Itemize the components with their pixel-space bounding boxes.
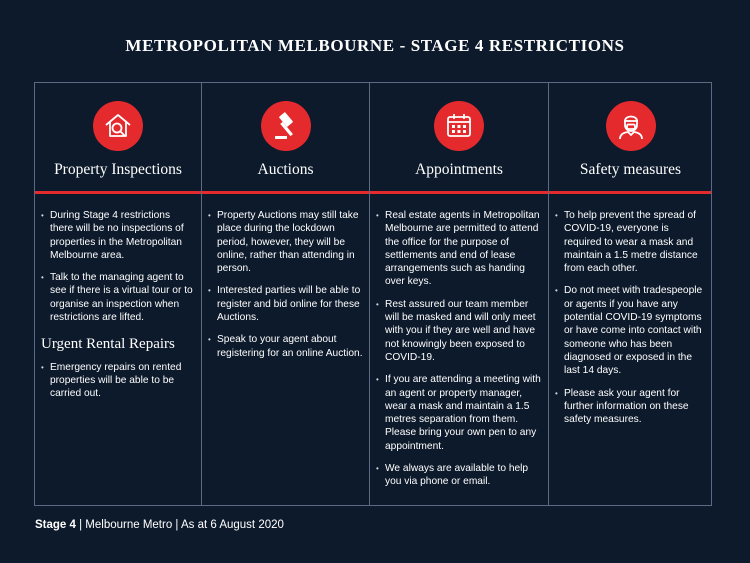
column-auctions [201, 83, 369, 505]
page-title: METROPOLITAN MELBOURNE - STAGE 4 RESTRICTIONS [125, 36, 625, 55]
bullets-auctions [202, 209, 369, 369]
list-item: • We always are available to help you via phone or email. [376, 462, 542, 489]
house-search-icon [93, 101, 143, 151]
heading-auctions: Auctions [257, 161, 314, 178]
bullets-appointments [370, 209, 548, 498]
footer [35, 519, 284, 531]
heading-appointments: Appointments [415, 161, 503, 178]
list-item: • Emergency repairs on rented properties will be able to be carried out. [41, 361, 195, 401]
heading-property-inspections: Property Inspections [54, 161, 182, 178]
list-item: • Rest assured our team member will be masked and will only meet with you if they are well and have not knowingly been exposed to COVID-19. [376, 298, 542, 364]
calendar-icon [434, 101, 484, 151]
list-item: • Please ask your agent for further information on these safety measures. [555, 387, 706, 427]
list-item: • Real estate agents in Metropolitan Melbourne are permitted to attend the office for the purpose of settlements and end of lease arrangements such as handing over keys. [376, 209, 542, 289]
list-item: • Talk to the managing agent to see if there is a virtual tour or to organise an inspection when restrictions are lifted. [41, 271, 195, 324]
heading-safety-measures: Safety measures [579, 161, 682, 178]
column-property-inspections [35, 83, 201, 505]
list-item: • Interested parties will be able to register and bid online for these Auctions. [208, 284, 363, 324]
list-item: • Do not meet with tradespeople or agents if you have any potential COVID-19 symptoms or have come into contact with someone who has been diagnosed or exposed in the last 14 days. [555, 284, 706, 377]
list-item: • During Stage 4 restrictions there will be no inspections of properties in the Metropolitan Melbourne area. [41, 209, 195, 262]
gavel-icon [261, 101, 311, 151]
list-item: • To help prevent the spread of COVID-19, everyone is required to wear a mask and maintain a 1.5 metre distance from each other. [555, 209, 706, 275]
heading-urgent-rental-repairs: Urgent Rental Repairs [41, 336, 175, 353]
footer-stage: Stage 4 [35, 519, 76, 531]
column-safety-measures [548, 83, 712, 505]
bullets-safety-measures [549, 209, 712, 435]
bullets-property-inspections [35, 209, 201, 410]
list-item: • If you are attending a meeting with an agent or property manager, wear a mask and maintain a 1.5 metres separation from them. Please bring your own pen to any appointment. [376, 373, 542, 453]
restrictions-grid [34, 82, 712, 506]
masked-person-icon [606, 101, 656, 151]
list-item: • Speak to your agent about registering for an online Auction. [208, 333, 363, 360]
list-item: • Property Auctions may still take place during the lockdown period, however, they will be online, rather than attending in person. [208, 209, 363, 275]
column-appointments [369, 83, 548, 505]
footer-details: | Melbourne Metro | As at 6 August 2020 [75, 519, 284, 531]
